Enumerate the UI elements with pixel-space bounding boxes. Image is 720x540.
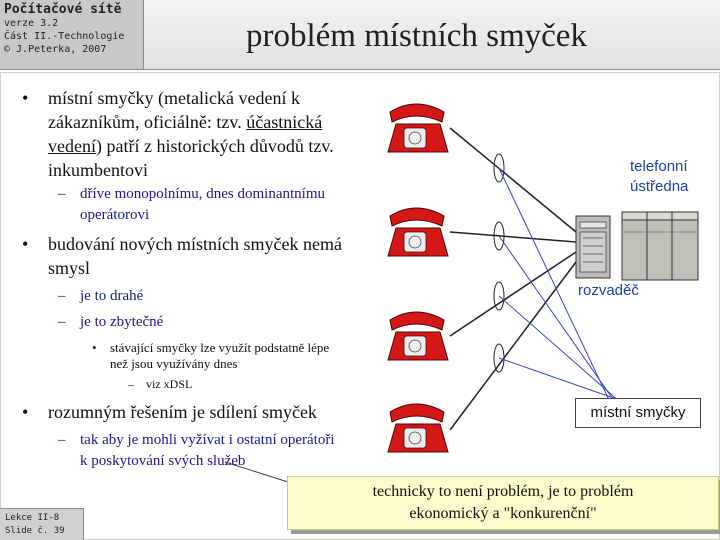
line-phone-2 [450,232,576,242]
course-author: © J.Peterka, 2007 [4,44,107,55]
bullet-1-underlined-term-a: účastnická [246,112,323,132]
dash-marker: – [58,288,66,304]
slide-footer [0,508,84,540]
bullet-1-underlined-term-b: vedení [48,136,96,156]
phone-icon-4 [388,404,448,452]
phone-icon-2 [388,208,448,256]
local-loops-label: místní smyčky [575,398,701,428]
line-phone-3 [450,252,576,336]
bullet-1-sub-line-2: operátorovi [80,207,150,223]
callout-line-1: technicky to není problém, je to problém [372,483,634,500]
course-part: Část II.-Technologie [4,31,125,42]
phone-icon-3 [388,312,448,360]
loop-markers [494,154,504,372]
bullet-dot: • [22,402,29,422]
pointer-line-4 [499,358,625,402]
phone-lines [450,128,576,430]
bullet-2-line-2: smysl [48,258,91,278]
slide-title: problém místních smyček [246,18,587,54]
bullet-dot: • [22,88,29,108]
bullet-1-line-2-text: zákazníkům, oficiálně: tzv. [48,112,247,132]
line-phone-1 [450,128,576,232]
bullet-2-sub-2-text: je to zbytečné [80,314,164,330]
callout-line-2: ekonomický a "konkurenční" [409,505,597,522]
distributor-label: rozvaděč [578,282,639,299]
course-version: verze 3.2 [4,18,59,29]
dash-marker: – [58,314,66,330]
bullet-2-sub-4-text: viz xDSL [146,377,193,391]
callout-note [287,476,719,530]
bullet-3-line-1: rozumným řešením je sdílení smyček [48,402,317,422]
bullet-2-line-1: budování nových místních smyček nemá [48,234,342,254]
exchange-label-line-2: ústředna [630,178,689,195]
bullet-2-sub-3-line-2: než jsou využívány dnes [110,356,238,371]
line-phone-4 [450,262,576,430]
bullet-3-sub-line-1: tak aby je mohli vyžívat i ostatní operátoři [80,432,335,448]
bullet-1-line-3 [48,134,334,158]
bullet-3-text [48,400,317,424]
bullet-1-line-4: inkumbentovi [48,160,148,180]
bullet-2-sub-3-line-1: stávající smyčky lze využít podstatně lépe [110,340,330,355]
bullet-1-line-2 [48,110,334,134]
exchange-label [630,157,688,197]
bullet-1-line-3-text: ) patří z historických důvodů tzv. [95,136,334,156]
dash-marker: – [128,377,134,391]
footer-slide-number: Slide č. 39 [5,526,65,536]
dash-marker: – [58,186,66,202]
distributor-cabinet-icon [576,216,610,278]
bullet-2-text [48,232,342,280]
pointer-line-3 [499,296,620,402]
phone-icon-1 [388,104,448,152]
dash-marker: – [58,432,66,448]
bullet-1-line-1: místní smyčky (metalická vedení k [48,88,300,108]
bullet-2-sub-1-text: je to drahé [80,288,144,304]
exchange-icon [622,212,698,280]
course-title: Počítačové sítě [4,2,122,17]
bullet-1-text [48,86,334,182]
bullet-dot: • [22,234,29,254]
bullet-3-sub-line-2: k poskytování svých služeb [80,453,246,469]
bullet-dot-small: • [92,340,97,355]
exchange-label-line-1: telefonní [630,158,688,175]
bullet-1-sub-line-1: dříve monopolnímu, dnes dominantnímu [80,186,325,202]
footer-lecture: Lekce II-8 [5,513,60,523]
